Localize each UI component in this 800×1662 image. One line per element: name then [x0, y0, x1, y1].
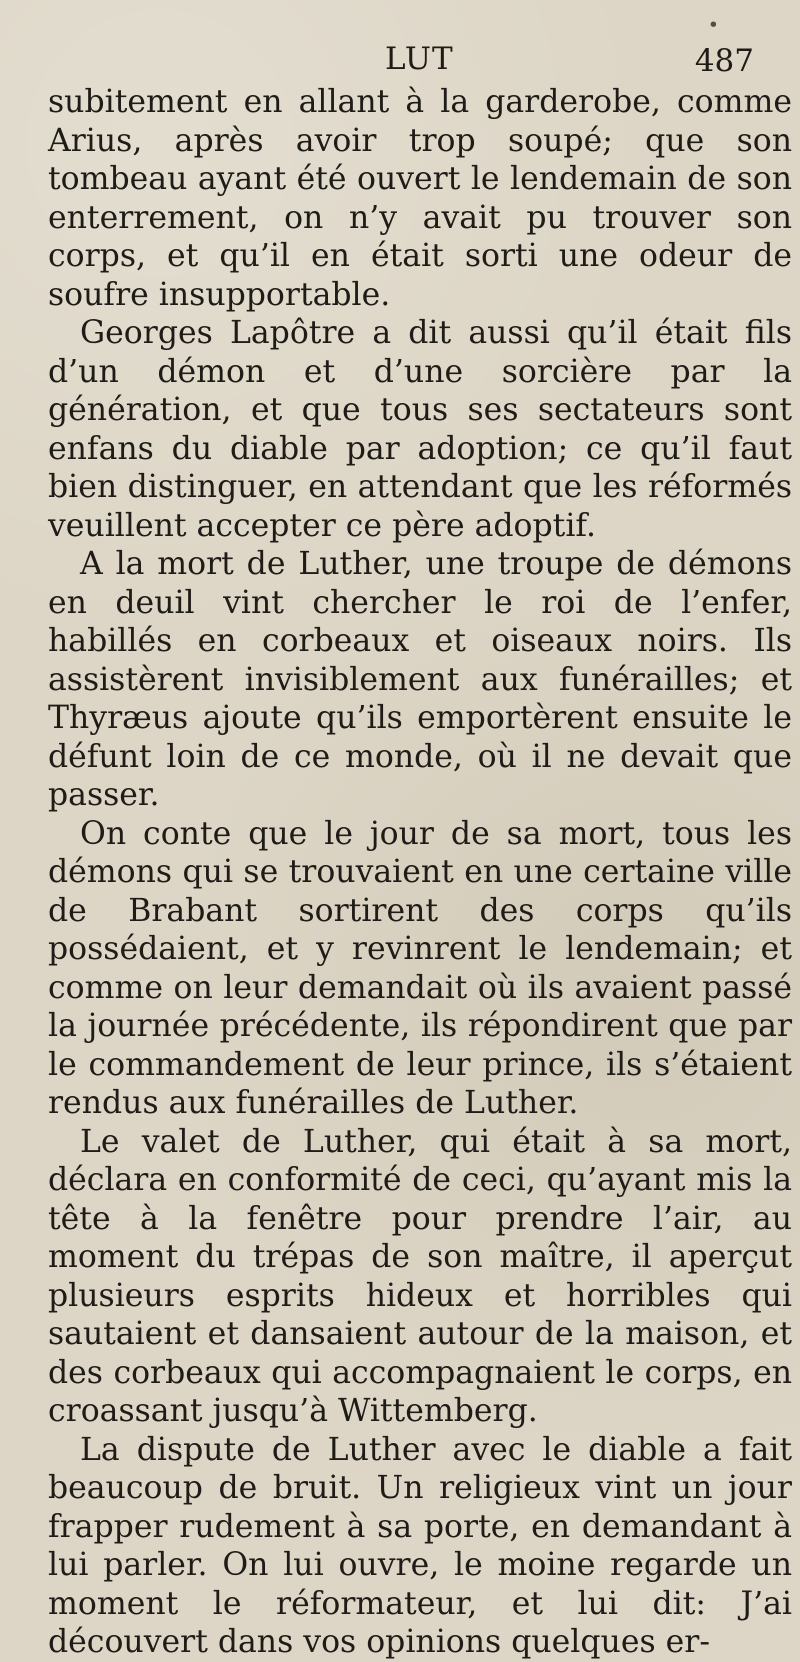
running-title: LUT: [385, 41, 454, 77]
paragraph-6: La dispute de Luther avec le diable a fait beaucoup de bruit. Un religieux vint un jour frapper rudement à sa porte, en demandant à lui parler. On lui ouvre, le moine regarde un moment le réformateur, et lui dit: J’ai découvert dans vos opinions quelques er-: [48, 1431, 792, 1660]
paragraph-1: subitement en allant à la garderobe, comme Arius, après avoir trop soupé; que son tombeau ayant été ouvert le lendemain de son enterrement, on n’y avait pu trouver son corps, et qu’il en était sorti une odeur de soufre insupportable.: [48, 84, 792, 313]
paragraph-5: Le valet de Luther, qui était à sa mort, déclara en conformité de ceci, qu’ayant mis la tête à la fenêtre pour prendre l’air, au moment du trépas de son maître, il aperçut plusieurs esprits hideux et horribles qui sautaient et dansaient autour de la maison, et des corbeaux qui accompagnaient le corps, en croassant jusqu’à Wittemberg.: [48, 1123, 792, 1429]
page-header: [48, 14, 782, 83]
top-mark: •: [707, 14, 719, 36]
page-number: 487: [694, 43, 754, 79]
paragraph-4: On conte que le jour de sa mort, tous les démons qui se trouvaient en une certaine ville de Brabant sortirent des corps qu’ils possédaient, et y revinrent le lendemain; et comme on leur demandait où ils avaient passé la journée précédente, ils répondirent que par le commandement de leur prince, ils s’étaient rendus aux funérailles de Luther.: [48, 815, 792, 1121]
page-text: [48, 83, 792, 1662]
paragraph-3: A la mort de Luther, une troupe de démons en deuil vint chercher le roi de l’enfer, habillés en corbeaux et oiseaux noirs. Ils assistèrent invisiblement aux funérailles; et Thyræus ajoute qu’ils emportèrent ensuite le défunt loin de ce monde, où il ne devait que passer.: [48, 546, 792, 813]
paragraph-2: Georges Lapôtre a dit aussi qu’il était fils d’un démon et d’une sorcière par la génération, et que tous ses sectateurs sont enfans du diable par adoption; ce qu’il faut bien distinguer, en attendant que les réformés veuillent accepter ce père adoptif.: [48, 315, 792, 544]
